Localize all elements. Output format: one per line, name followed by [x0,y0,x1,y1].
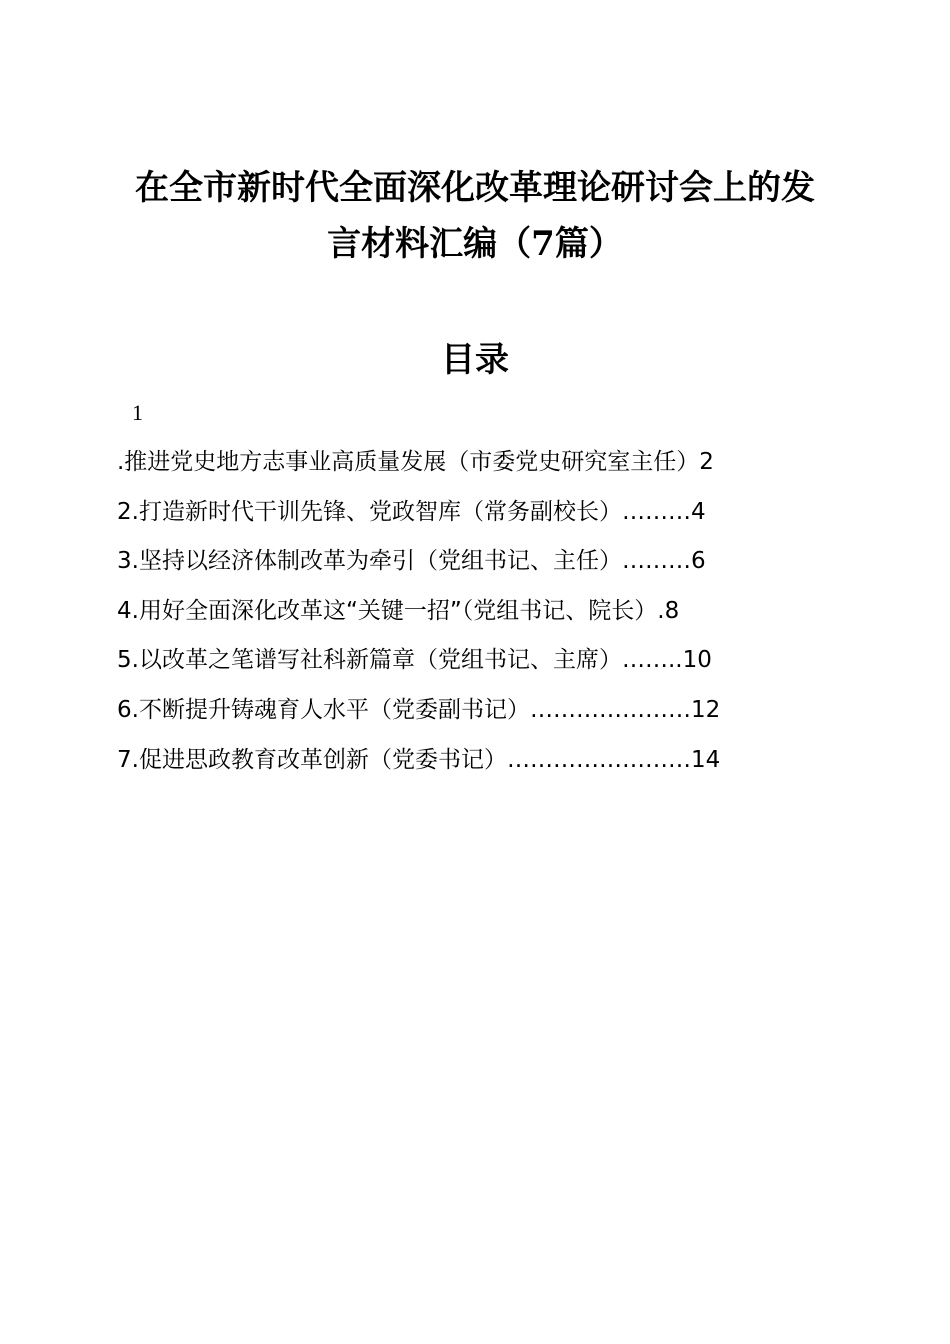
document-title [100,160,850,272]
document-title-line-1: 在全市新时代全面深化改革理论研讨会上的发 [135,168,815,208]
toc-entry-6[interactable]: 6.不断提升铸魂育人水平（党委副书记）…………………12 [117,696,721,723]
toc-entry-4[interactable]: 4.用好全面深化改革这“关键一招”（党组书记、院长）.8 [117,597,680,624]
toc-entry-7[interactable]: 7.促进思政教育改革创新（党委书记）……………………14 [117,746,721,773]
toc-entry-3[interactable]: 3.坚持以经济体制改革为牵引（党组书记、主任）………6 [117,548,706,575]
toc-heading: 目录 [441,340,509,380]
document-title-line-2: 言材料汇编（7篇） [327,224,623,264]
table-of-contents [117,442,782,789]
toc-entry-2[interactable]: 2.打造新时代干训先锋、党政智库（常务副校长）………4 [117,498,706,525]
toc-entry-5[interactable]: 5.以改革之笔谱写社科新篇章（党组书记、主席）……..10 [117,647,712,674]
toc-entry-1[interactable]: .推进党史地方志事业高质量发展（市委党史研究室主任）2 [117,449,714,475]
toc-stray-number: 1 [132,400,143,425]
